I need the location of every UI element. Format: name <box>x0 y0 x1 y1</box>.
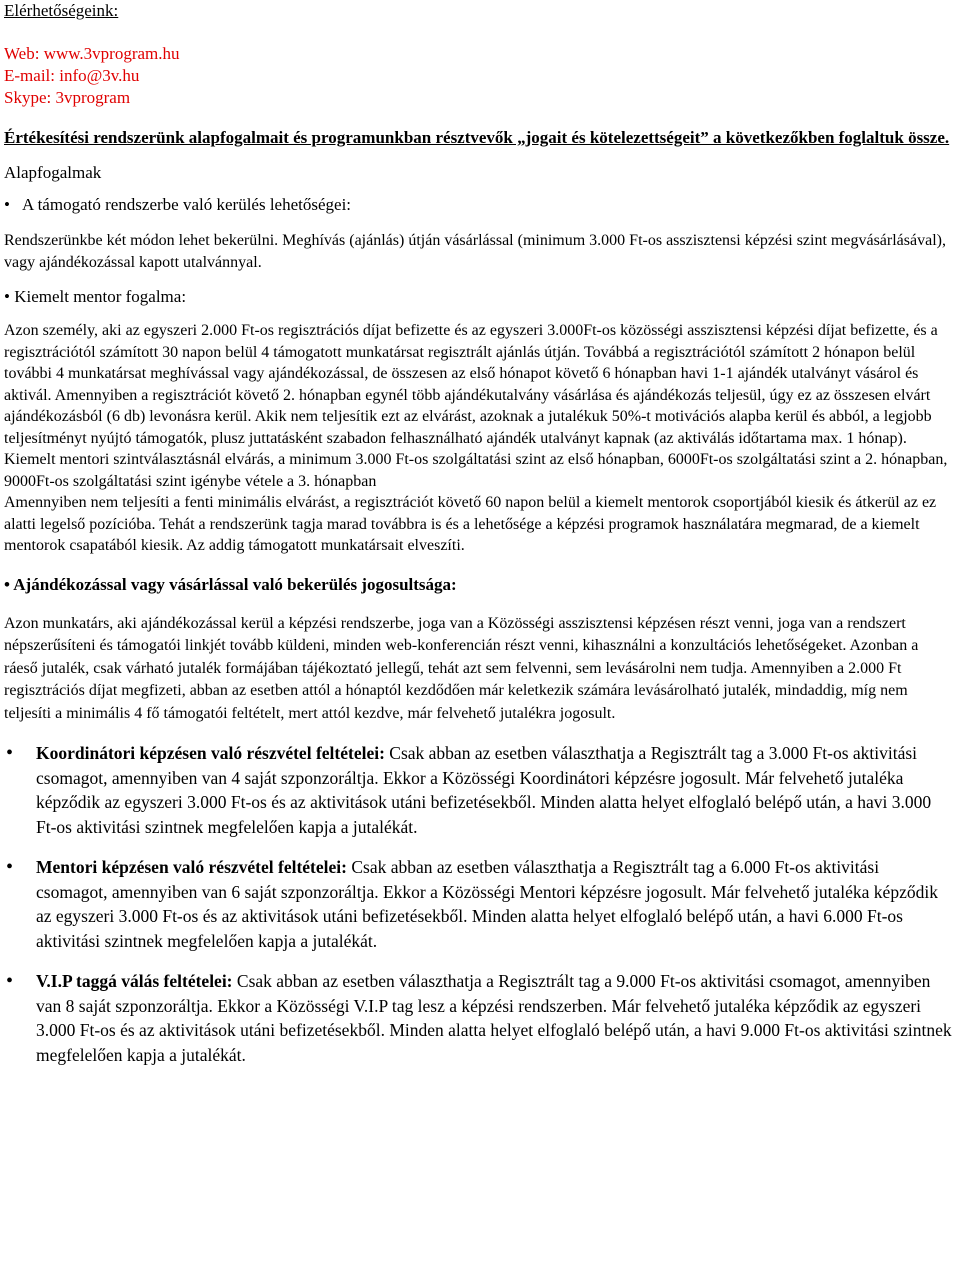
bullet-icon: • <box>4 287 10 306</box>
section-1-title-text: A támogató rendszerbe való kerülés lehetőségei: <box>22 195 352 214</box>
condition-label: V.I.P taggá válás feltételei: <box>36 971 233 991</box>
condition-item-vip <box>4 969 954 1067</box>
section-2-title-text: Kiemelt mentor fogalma: <box>14 287 187 306</box>
alapfogalmak-heading: Alapfogalmak <box>4 163 102 182</box>
intro-text: Értékesítési rendszerünk alapfogalmait és programunkban résztvevők „jogait és kötelezettségeit” a következőkben foglaltuk össze. <box>4 128 950 147</box>
document-page <box>4 0 954 1067</box>
condition-label: Koordinátori képzésen való részvétel feltételei: <box>36 743 385 763</box>
section-2-body-2: Kiemelt mentori szintválasztásnál elvárás, a minimum 3.000 Ft-os szolgáltatási szint az első hónapban, 6000Ft-os szolgáltatási szint a 2. hónapban, 9000Ft-os szolgáltatási szint igénybe vétele a 3. hónapban <box>4 451 948 490</box>
section-2-body: Azon személy, aki az egyszeri 2.000 Ft-os regisztrációs díjat befizette és az egyszeri 3.000Ft-os közösségi asszisztensi képzési díjat befizette, és a regisztrációtól számított 30 napon belül 4 támogatott munkatársat regisztrált ajánlás útján. Továbbá a regisztrációtól számított 2 hónapon belül további 4 munkatársat meghívással vagy ajándékozással, de összesen az első hónapot követő 6 hónapban havi 1-1 ajándék utalványt vásárol és aktivál. Amennyiben a regisztrációt követő 2. hónapban egynél több ajándékutalvány vásárlása és ajándékozás teljesül, úgy ez az összesen elvárt ajándékozásból (6 db) levonásra kerül. Akik nem teljesítik ezt az elvárást, azoknak a jutalékuk 50%-t motivációs alapba kerül és abból, a legjobb teljesítményt nyújtó támogatók, plusz juttatásként szabadon felhasználható ajándék utalványt kapnak (az aktiválás időtartama max. 1 hónap). <box>4 322 938 447</box>
section-1-body: Rendszerünkbe két módon lehet bekerülni. Meghívás (ajánlás) útján vásárlással (minimum 3.000 Ft-os asszisztensi képzési szint megvásárlásával), vagy ajándékozással kapott utalvánnyal. <box>4 232 946 271</box>
conditions-list <box>4 741 954 1067</box>
bullet-icon: • <box>4 574 10 594</box>
contact-block <box>4 43 954 109</box>
condition-text: Csak abban az esetben választhatja a Regisztrált tag a 9.000 Ft-os aktivitási csomagot, amennyiben van 8 saját szponzoráltja. Ekkor a Közösségi V.I.P tag lesz a képzési rendszerben. Már felvehető jutaléka képződik az egyszeri 3.000 Ft-os és az aktivitások utáni befizetésekből. Minden alatta helyet elfoglaló belépő után, a havi 9.000 Ft-os aktivitási szintnek megfelelően kapja a jutalékát. <box>36 971 952 1065</box>
condition-text: Csak abban az esetben választhatja a Regisztrált tag a 6.000 Ft-os aktivitási csomagot, amennyiben van 6 saját szponzoráltja. Ekkor a Közösségi Mentori képzésre jogosult. Már felvehető jutaléka képződik az egyszeri 3.000 Ft-os és az aktivitások utáni befizetésekből. Minden alatta helyet elfoglaló belépő után, a havi 6.000 Ft-os aktivitási szintnek megfelelően kapja a jutalékát. <box>36 857 938 951</box>
condition-label: Mentori képzésen való részvétel feltételei: <box>36 857 347 877</box>
condition-item-mentor <box>4 855 954 953</box>
bullet-icon: • <box>4 195 10 214</box>
bullet-icon: • <box>6 970 14 992</box>
section-3-title <box>4 574 954 596</box>
condition-text: Csak abban az esetben választhatja a Regisztrált tag a 3.000 Ft-os aktivitási csomagot, amennyiben van 4 saját szponzoráltja. Ekkor a Közösségi Koordinátori képzésre jogosult. Már felvehető jutaléka képződik az egyszeri 3.000 Ft-os és az aktivitások utáni befizetésekből. Minden alatta helyet elfoglaló belépő után, a havi 3.000 Ft-os aktivitási szintnek megfelelően kapja a jutalékát. <box>36 743 932 837</box>
contact-heading: Elérhetőségeink: <box>4 1 119 20</box>
bullet-icon: • <box>6 856 14 878</box>
section-1-title <box>4 194 954 216</box>
section-3-title-text: Ajándékozással vagy vásárlással való bekerülés jogosultsága: <box>13 574 457 594</box>
section-3-body: Azon munkatárs, aki ajándékozással kerül a képzési rendszerbe, joga van a Közösségi asszisztensi képzésen részt venni, joga van a rendszert népszerűsíteni és támogatói linkjét tovább küldeni, minden web-konferencián részt venni, kihasználni a konzultációs lehetőségeket. Azonban a ráeső jutalék, csak várható jutalék formájában tájékoztató jellegű, tehát azt sem felvenni, sem levásárolni nem tudja. Amennyiben a 2.000 Ft regisztrációs díjat megfizeti, abban az esetben attól a hónaptól kezdődően már keletkezik számára levásárolható jutalék, mindaddig, míg nem teljesíti a minimális 4 fő támogatói feltételt, mert attól kezdve, már felvehető jutalékra jogosult. <box>4 614 919 722</box>
condition-item-coordinator <box>4 741 954 839</box>
email-link[interactable]: E-mail: info@3v.hu <box>4 66 140 85</box>
section-2-body-3: Amennyiben nem teljesíti a fenti minimális elvárást, a regisztrációt követő 60 napon belül a kiemelt mentorok csoportjából kiesik és átkerül az ez alatti legelső pozícióba. Tehát a rendszerünk tagja marad továbbra is és a lehetősége a képzési programok használatára megmarad, de a kiemelt mentorok csapatából kiesik. Az addig támogatott munkatársait elveszíti. <box>4 494 937 554</box>
skype-contact[interactable]: Skype: 3vprogram <box>4 88 131 107</box>
bullet-icon: • <box>6 742 14 764</box>
section-2-title <box>4 286 954 308</box>
web-link[interactable]: Web: www.3vprogram.hu <box>4 44 180 63</box>
